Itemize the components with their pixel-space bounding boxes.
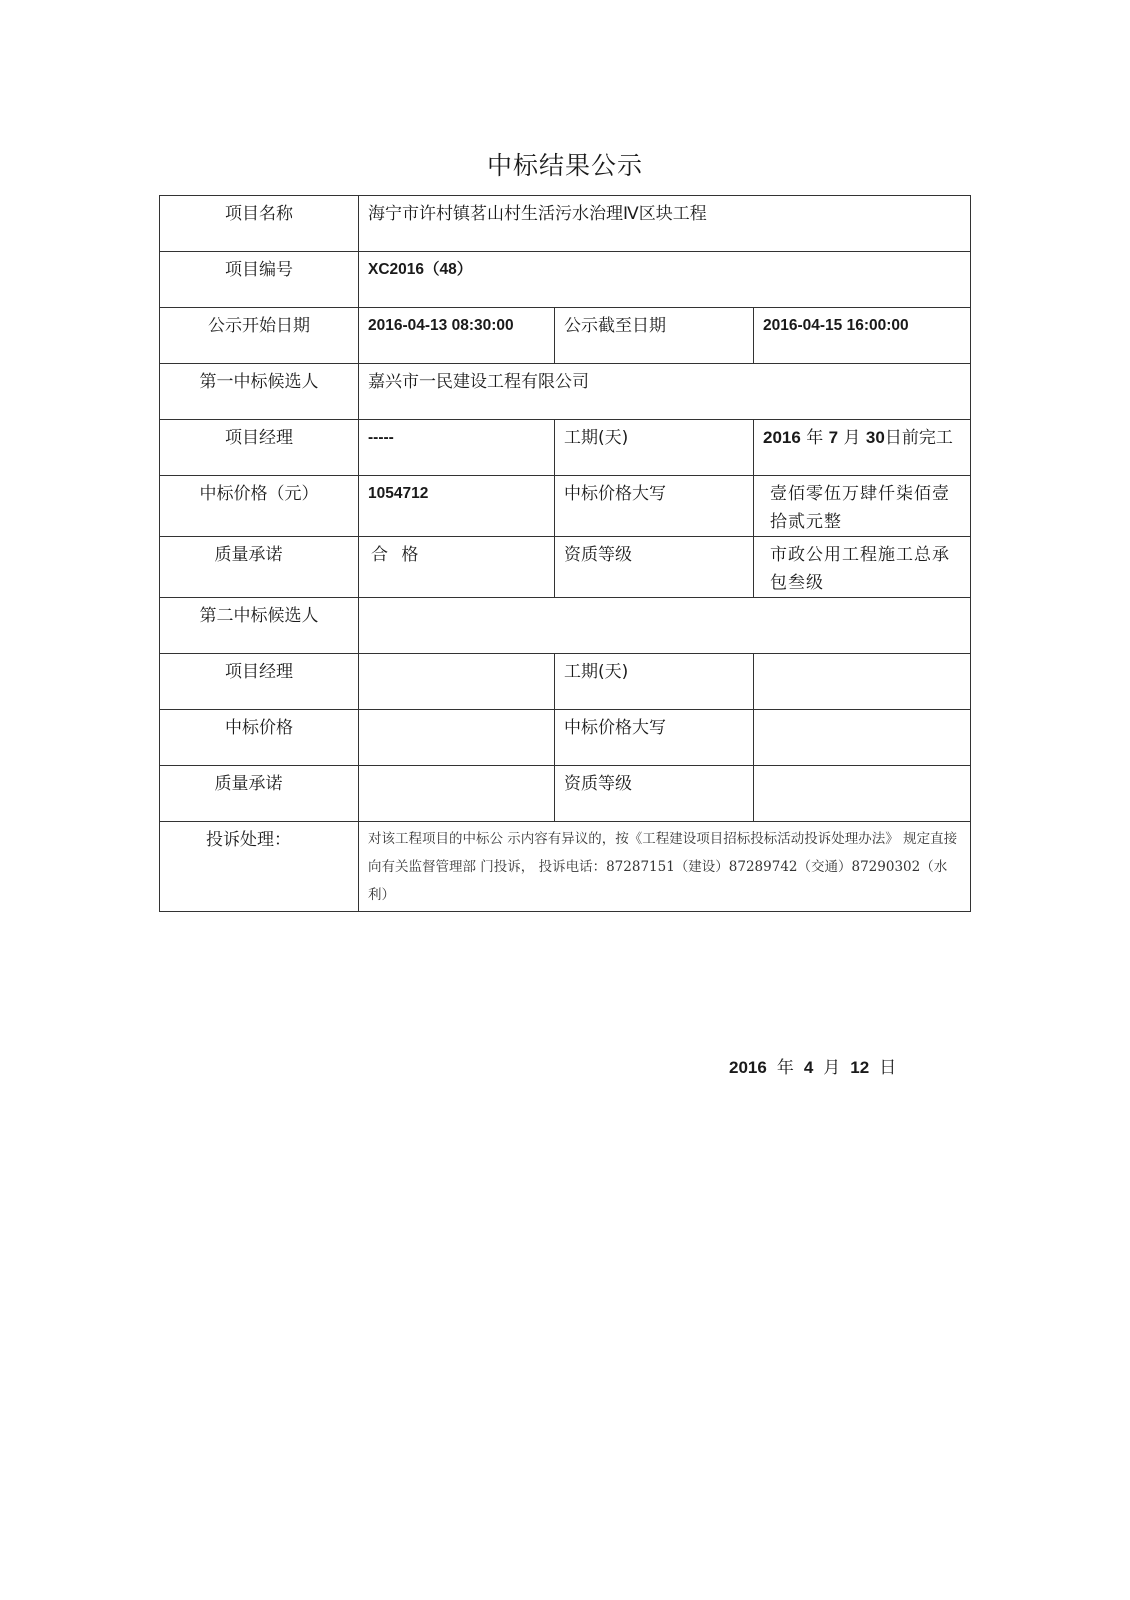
second-price-words-value <box>754 710 971 766</box>
table-row <box>160 654 971 710</box>
period-month-unit: 月 <box>843 428 861 448</box>
second-quality-label: 质量承诺 <box>160 766 359 822</box>
table-row <box>160 308 971 364</box>
second-manager-label: 项目经理 <box>160 654 359 710</box>
project-code-label: 项目编号 <box>160 252 359 308</box>
notice-start-label: 公示开始日期 <box>160 308 359 364</box>
table-row <box>160 710 971 766</box>
period-year-unit: 年 <box>806 428 824 448</box>
page-title: 中标结果公示 <box>486 151 643 180</box>
second-candidate-value <box>359 598 971 654</box>
first-candidate-label: 第一中标候选人 <box>160 364 359 420</box>
table-row <box>160 252 971 308</box>
first-manager-label: 项目经理 <box>160 420 359 476</box>
first-qualification-label: 资质等级 <box>555 537 754 598</box>
first-qualification-value: 市政公用工程施工总承包叁级 <box>754 537 971 598</box>
second-qualification-value <box>754 766 971 822</box>
period-day-unit: 日前完工 <box>884 428 953 448</box>
second-price-value <box>359 710 555 766</box>
table-row <box>160 364 971 420</box>
table-row <box>160 766 971 822</box>
first-period-value <box>754 420 971 476</box>
first-price-words-value: 壹佰零伍万肆仟柒佰壹拾贰元整 <box>754 476 971 537</box>
first-candidate-value: 嘉兴市一民建设工程有限公司 <box>359 364 971 420</box>
second-quality-value <box>359 766 555 822</box>
table-row <box>160 420 971 476</box>
table-row <box>160 598 971 654</box>
period-day: 30 <box>865 428 885 447</box>
first-price-label: 中标价格（元） <box>160 476 359 537</box>
first-quality-label: 质量承诺 <box>160 537 359 598</box>
second-period-value <box>754 654 971 710</box>
first-quality-value: 合 格 <box>359 537 555 598</box>
date-day-unit: 日 <box>879 1058 897 1078</box>
bid-result-table <box>159 195 971 912</box>
table-row <box>160 476 971 537</box>
date-day: 12 <box>850 1058 870 1077</box>
project-name-label: 项目名称 <box>160 196 359 252</box>
first-period-label: 工期(天) <box>555 420 754 476</box>
period-month: 7 <box>828 428 839 447</box>
second-period-label: 工期(天) <box>555 654 754 710</box>
notice-end-value: 2016-04-15 16:00:00 <box>754 308 971 364</box>
second-price-label: 中标价格 <box>160 710 359 766</box>
table-row <box>160 196 971 252</box>
notice-end-label: 公示截至日期 <box>555 308 754 364</box>
second-manager-value <box>359 654 555 710</box>
second-qualification-label: 资质等级 <box>555 766 754 822</box>
first-price-words-label: 中标价格大写 <box>555 476 754 537</box>
date-month-unit: 月 <box>823 1058 841 1078</box>
first-price-value: 1054712 <box>359 476 555 537</box>
table-row <box>160 822 971 912</box>
date-year-unit: 年 <box>776 1058 794 1078</box>
date-month: 4 <box>803 1058 814 1077</box>
complaint-label: 投诉处理： <box>160 822 359 912</box>
project-code-value: XC2016（48） <box>359 252 971 308</box>
table-row <box>160 537 971 598</box>
first-manager-value: ----- <box>359 420 555 476</box>
project-name-value: 海宁市许村镇茗山村生活污水治理Ⅳ区块工程 <box>359 196 971 252</box>
complaint-text: 对该工程项目的中标公 示内容有异议的，按《工程建设项目招标投标活动投诉处理办法》 规定直接向有关监督管理部 门投诉， 投诉电话：87287151（建设）87289742（交通）87290302（水利） <box>359 822 971 912</box>
period-year: 2016 <box>763 428 801 447</box>
issue-date <box>729 1053 896 1078</box>
notice-start-value: 2016-04-13 08:30:00 <box>359 308 555 364</box>
second-price-words-label: 中标价格大写 <box>555 710 754 766</box>
second-candidate-label: 第二中标候选人 <box>160 598 359 654</box>
date-year: 2016 <box>729 1058 767 1077</box>
